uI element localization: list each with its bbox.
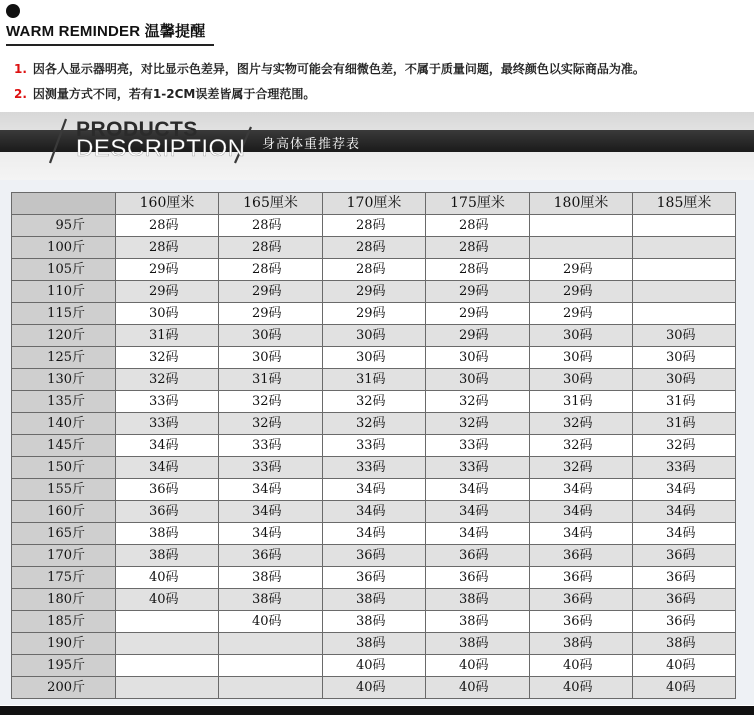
size-cell [530,215,633,237]
size-cell: 36码 [633,611,736,633]
size-cell: 29码 [530,281,633,303]
size-cell: 31码 [633,391,736,413]
size-cell: 30码 [219,325,323,347]
weight-cell: 200斤 [12,677,116,699]
table-row [12,457,736,479]
size-cell: 29码 [426,303,530,325]
size-cell: 40码 [116,567,219,589]
note-text: 因测量方式不同，若有1-2CM误差皆属于合理范围。 [32,87,316,101]
table-row [12,369,736,391]
size-cell: 32码 [633,435,736,457]
size-cell: 32码 [530,457,633,479]
size-cell: 32码 [323,391,426,413]
size-cell: 38码 [530,633,633,655]
size-cell: 30码 [426,347,530,369]
column-header: 170厘米 [323,193,426,215]
table-row [12,303,736,325]
table-row [12,589,736,611]
size-cell: 38码 [116,545,219,567]
reminder-note-1 [14,60,645,77]
size-cell: 38码 [323,589,426,611]
column-header: 185厘米 [633,193,736,215]
size-cell: 29码 [426,325,530,347]
size-cell: 40码 [116,589,219,611]
size-cell: 28码 [323,215,426,237]
size-cell: 38码 [219,567,323,589]
weight-cell: 195斤 [12,655,116,677]
size-cell: 40码 [426,655,530,677]
weight-cell: 170斤 [12,545,116,567]
weight-cell: 100斤 [12,237,116,259]
table-row [12,325,736,347]
size-cell: 34码 [530,479,633,501]
size-cell: 31码 [633,413,736,435]
size-cell [633,303,736,325]
size-cell: 36码 [426,567,530,589]
size-cell: 36码 [116,479,219,501]
size-cell: 32码 [530,435,633,457]
table-row [12,523,736,545]
weight-cell: 110斤 [12,281,116,303]
table-row [12,479,736,501]
size-cell: 40码 [323,655,426,677]
weight-cell: 140斤 [12,413,116,435]
size-cell: 34码 [323,479,426,501]
size-cell: 30码 [633,369,736,391]
column-header: 165厘米 [219,193,323,215]
size-cell: 36码 [426,545,530,567]
size-cell: 30码 [530,325,633,347]
size-cell: 40码 [633,677,736,699]
table-row [12,501,736,523]
size-cell: 38码 [116,523,219,545]
table-header-row [12,193,736,215]
note-number: 1. [14,62,27,76]
size-cell: 29码 [323,303,426,325]
size-cell: 30码 [323,347,426,369]
weight-cell: 160斤 [12,501,116,523]
size-cell: 34码 [219,479,323,501]
size-cell: 28码 [426,215,530,237]
size-cell: 33码 [116,413,219,435]
banner-label: 身高体重推荐表 [262,137,361,152]
size-cell: 33码 [116,391,219,413]
size-cell: 36码 [633,567,736,589]
size-cell: 28码 [219,237,323,259]
size-cell: 30码 [633,325,736,347]
size-cell [633,237,736,259]
slash-decoration-icon [47,118,69,164]
size-cell: 34码 [219,523,323,545]
size-cell: 28码 [426,259,530,281]
size-cell: 38码 [426,589,530,611]
size-cell: 32码 [116,369,219,391]
size-cell: 38码 [219,589,323,611]
size-cell: 34码 [633,479,736,501]
size-cell: 36码 [323,567,426,589]
table-row [12,611,736,633]
size-cell: 34码 [530,501,633,523]
size-cell [530,237,633,259]
size-cell: 29码 [323,281,426,303]
size-cell [633,215,736,237]
size-cell: 36码 [633,589,736,611]
size-cell: 29码 [219,303,323,325]
size-cell: 29码 [116,281,219,303]
size-cell: 36码 [530,567,633,589]
size-cell: 28码 [323,237,426,259]
weight-cell: 175斤 [12,567,116,589]
weight-cell: 95斤 [12,215,116,237]
table-row [12,677,736,699]
size-cell [219,633,323,655]
size-cell: 33码 [426,435,530,457]
table-row [12,237,736,259]
size-cell [219,677,323,699]
size-cell: 28码 [323,259,426,281]
size-cell: 33码 [426,457,530,479]
size-cell: 36码 [323,545,426,567]
table-row [12,215,736,237]
weight-cell: 105斤 [12,259,116,281]
size-cell: 36码 [116,501,219,523]
note-text: 因各人显示器明亮，对比显示色差异，图片与实物可能会有细微色差，不属于质量问题，最终颜色以实际商品为准。 [32,62,645,76]
size-cell: 34码 [633,501,736,523]
size-cell: 34码 [323,523,426,545]
size-cell: 30码 [426,369,530,391]
size-cell: 38码 [426,611,530,633]
table-row [12,655,736,677]
size-cell: 40码 [323,677,426,699]
size-cell: 29码 [426,281,530,303]
size-cell: 40码 [633,655,736,677]
table-row [12,633,736,655]
size-cell: 34码 [426,479,530,501]
size-cell: 34码 [219,501,323,523]
size-cell: 30码 [633,347,736,369]
size-cell: 32码 [323,413,426,435]
table-row [12,281,736,303]
size-cell: 32码 [426,413,530,435]
weight-cell: 130斤 [12,369,116,391]
size-cell: 30码 [530,347,633,369]
banner-title: PRODUCTS [76,118,198,141]
size-cell: 36码 [530,589,633,611]
size-cell [633,281,736,303]
table-row [12,347,736,369]
title-underline [6,44,214,46]
column-header: 160厘米 [116,193,219,215]
size-cell [633,259,736,281]
column-header: 175厘米 [426,193,530,215]
size-cell: 34码 [116,435,219,457]
size-cell: 33码 [323,457,426,479]
size-cell: 28码 [219,215,323,237]
weight-cell: 180斤 [12,589,116,611]
size-cell: 36码 [530,545,633,567]
weight-cell: 125斤 [12,347,116,369]
size-cell: 36码 [530,611,633,633]
table-row [12,545,736,567]
weight-cell: 115斤 [12,303,116,325]
size-cell: 32码 [426,391,530,413]
size-cell [116,633,219,655]
size-chart-table [11,192,736,699]
weight-cell: 185斤 [12,611,116,633]
size-cell: 40码 [426,677,530,699]
size-cell: 30码 [323,325,426,347]
size-cell: 38码 [323,633,426,655]
bottom-bar [0,706,754,715]
size-cell: 32码 [219,391,323,413]
size-cell: 34码 [116,457,219,479]
size-cell: 33码 [323,435,426,457]
size-cell: 31码 [219,369,323,391]
reminder-note-2 [14,85,315,102]
banner-subtitle: DESCRIPTION [76,135,246,162]
weight-cell: 145斤 [12,435,116,457]
size-cell: 30码 [116,303,219,325]
size-cell: 28码 [116,215,219,237]
note-number: 2. [14,87,27,101]
size-cell: 34码 [323,501,426,523]
size-cell: 36码 [219,545,323,567]
warm-reminder-title: WARM REMINDER 温馨提醒 [6,23,206,40]
size-cell: 28码 [426,237,530,259]
size-cell: 31码 [530,391,633,413]
size-cell: 28码 [116,237,219,259]
size-cell [219,655,323,677]
size-cell: 28码 [219,259,323,281]
table-row [12,259,736,281]
size-cell: 36码 [633,545,736,567]
size-cell [116,677,219,699]
size-cell: 34码 [633,523,736,545]
size-cell: 38码 [426,633,530,655]
table-row [12,391,736,413]
size-cell: 38码 [323,611,426,633]
size-cell [116,611,219,633]
table-row [12,413,736,435]
size-cell: 31码 [323,369,426,391]
size-cell: 29码 [116,259,219,281]
size-cell: 34码 [426,523,530,545]
size-cell: 29码 [530,303,633,325]
size-cell: 33码 [633,457,736,479]
bullet-dot-icon [6,4,20,18]
size-cell: 30码 [219,347,323,369]
size-cell: 34码 [426,501,530,523]
weight-cell: 150斤 [12,457,116,479]
corner-cell [12,193,116,215]
size-cell [116,655,219,677]
size-cell: 38码 [633,633,736,655]
size-cell: 32码 [219,413,323,435]
size-cell: 32码 [116,347,219,369]
size-cell: 33码 [219,457,323,479]
size-cell: 40码 [530,677,633,699]
size-cell: 31码 [116,325,219,347]
size-cell: 30码 [530,369,633,391]
size-cell: 32码 [530,413,633,435]
table-row [12,435,736,457]
size-cell: 40码 [219,611,323,633]
weight-cell: 165斤 [12,523,116,545]
size-cell: 40码 [530,655,633,677]
size-cell: 29码 [530,259,633,281]
column-header: 180厘米 [530,193,633,215]
weight-cell: 135斤 [12,391,116,413]
size-cell: 29码 [219,281,323,303]
weight-cell: 155斤 [12,479,116,501]
size-cell: 33码 [219,435,323,457]
table-row [12,567,736,589]
weight-cell: 190斤 [12,633,116,655]
weight-cell: 120斤 [12,325,116,347]
size-cell: 34码 [530,523,633,545]
